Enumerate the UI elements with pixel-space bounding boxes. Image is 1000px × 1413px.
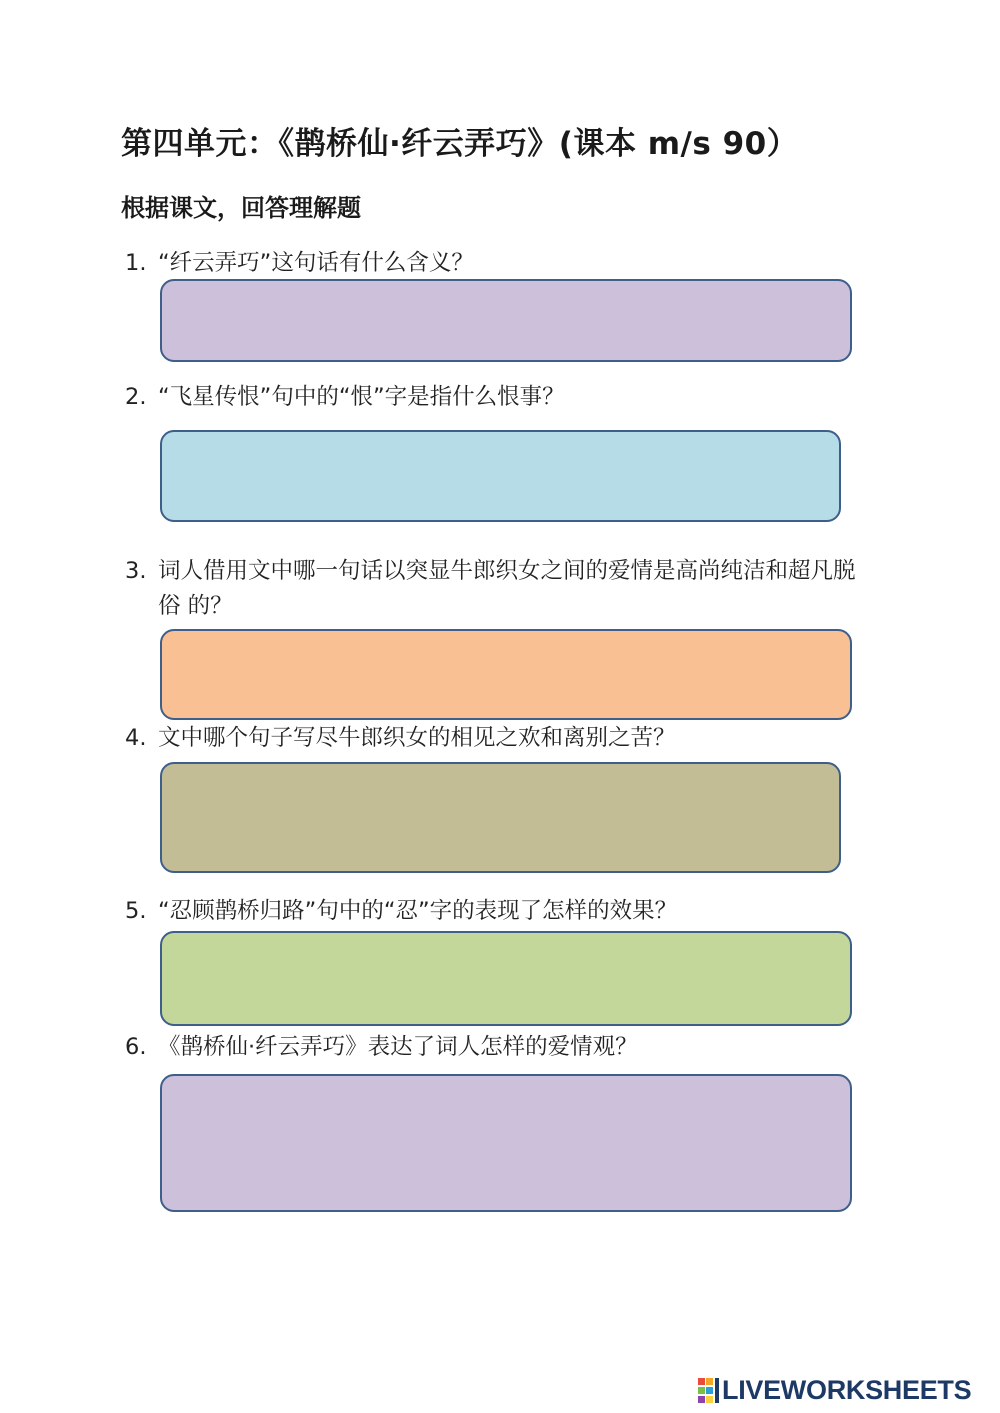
worksheet-title: 第四单元：《鹊桥仙·纤云弄巧》(课本 m/s 90） bbox=[121, 126, 799, 162]
answer-box-4[interactable] bbox=[160, 762, 841, 873]
question-number: 4. bbox=[125, 725, 147, 751]
question-number: 2. bbox=[125, 384, 147, 410]
answer-box-5[interactable] bbox=[160, 931, 852, 1026]
question-number: 6. bbox=[125, 1034, 147, 1060]
answer-box-2[interactable] bbox=[160, 430, 841, 522]
question-text: 词人借用文中哪一句话以突显牛郎织女之间的爱情是高尚纯洁和超凡脱俗 的？ bbox=[158, 558, 856, 619]
instructions-heading: 根据课文，回答理解题 bbox=[121, 194, 361, 222]
answer-box-3[interactable] bbox=[160, 629, 852, 720]
question-text: 文中哪个句子写尽牛郎织女的相见之欢和离别之苦？ bbox=[158, 725, 676, 751]
question-number: 1. bbox=[125, 250, 147, 276]
question-number: 5. bbox=[125, 898, 147, 924]
question-text: “飞星传恨”句中的“恨”字是指什么恨事？ bbox=[158, 384, 565, 410]
answer-box-6[interactable] bbox=[160, 1074, 852, 1212]
logo-text: LIVEWORKSHEETS bbox=[722, 1375, 972, 1405]
answer-box-1[interactable] bbox=[160, 279, 852, 362]
liveworksheets-logo-icon bbox=[697, 1376, 721, 1406]
question-text: “纤云弄巧”这句话有什么含义？ bbox=[158, 250, 474, 276]
question-number: 3. bbox=[125, 558, 147, 584]
liveworksheets-logo bbox=[697, 1375, 971, 1406]
question-text: “忍顾鹊桥归路”句中的“忍”字的表现了怎样的效果？ bbox=[158, 898, 678, 924]
question-text: 《鹊桥仙·纤云弄巧》表达了词人怎样的爱情观？ bbox=[158, 1034, 638, 1060]
